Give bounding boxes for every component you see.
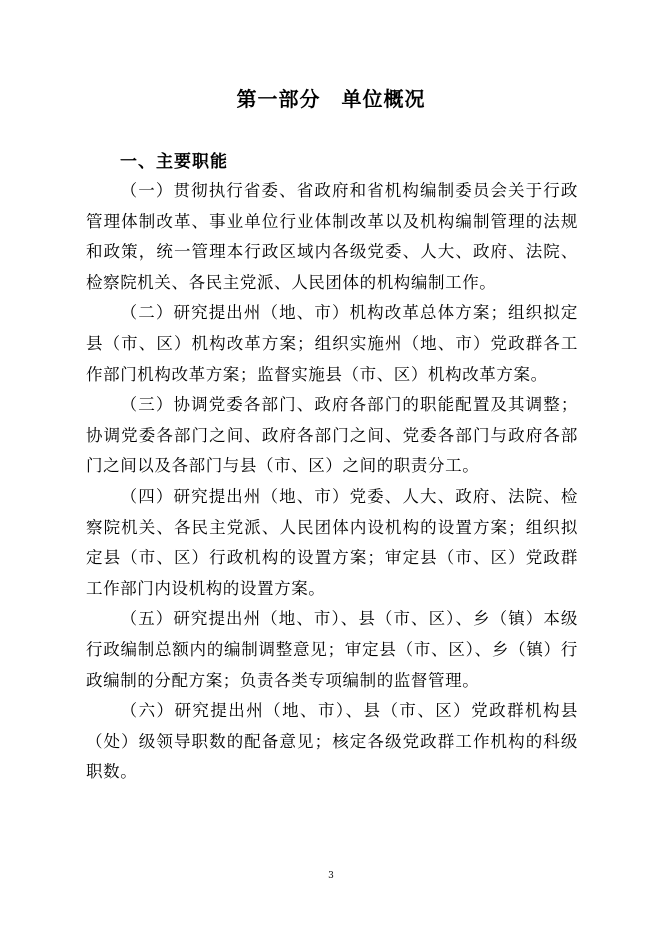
paragraph-1: （一）贯彻执行省委、省政府和省机构编制委员会关于行政管理体制改革、事业单位行业体制改革以及机构编制管理的法规和政策，统一管理本行政区域内各级党委、人大、政府、法院、检察院机关、各民主党派、人民团体的机构编制工作。 bbox=[86, 181, 578, 292]
section-heading: 一、主要职能 bbox=[120, 152, 228, 172]
body-text bbox=[86, 176, 578, 788]
paragraph-3: （三）协调党委各部门、政府各部门的职能配置及其调整；协调党委各部门之间、政府各部门之间、党委各部门与政府各部门之间以及各部门与县（市、区）之间的职责分工。 bbox=[86, 395, 578, 476]
paragraph-2: （二）研究提出州（地、市）机构改革总体方案；组织拟定县（市、区）机构改革方案；组织实施州（地、市）党政群各工作部门机构改革方案；监督实施县（市、区）机构改革方案。 bbox=[86, 303, 578, 384]
paragraph-6: （六）研究提出州（地、市）、县（市、区）党政群机构县（处）级领导职数的配备意见；核定各级党政群工作机构的科级职数。 bbox=[86, 701, 578, 782]
page-title: 第一部分 单位概况 bbox=[236, 87, 426, 111]
paragraph-4: （四）研究提出州（地、市）党委、人大、政府、法院、检察院机关、各民主党派、人民团体内设机构的设置方案；组织拟定县（市、区）行政机构的设置方案；审定县（市、区）党政群工作部门内设机构的设置方案。 bbox=[86, 486, 578, 598]
page-number: 3 bbox=[328, 871, 334, 881]
paragraph-5: （五）研究提出州（地、市）、县（市、区）、乡（镇）本级行政编制总额内的编制调整意见；审定县（市、区）、乡（镇）行政编制的分配方案；负责各类专项编制的监督管理。 bbox=[86, 609, 578, 690]
